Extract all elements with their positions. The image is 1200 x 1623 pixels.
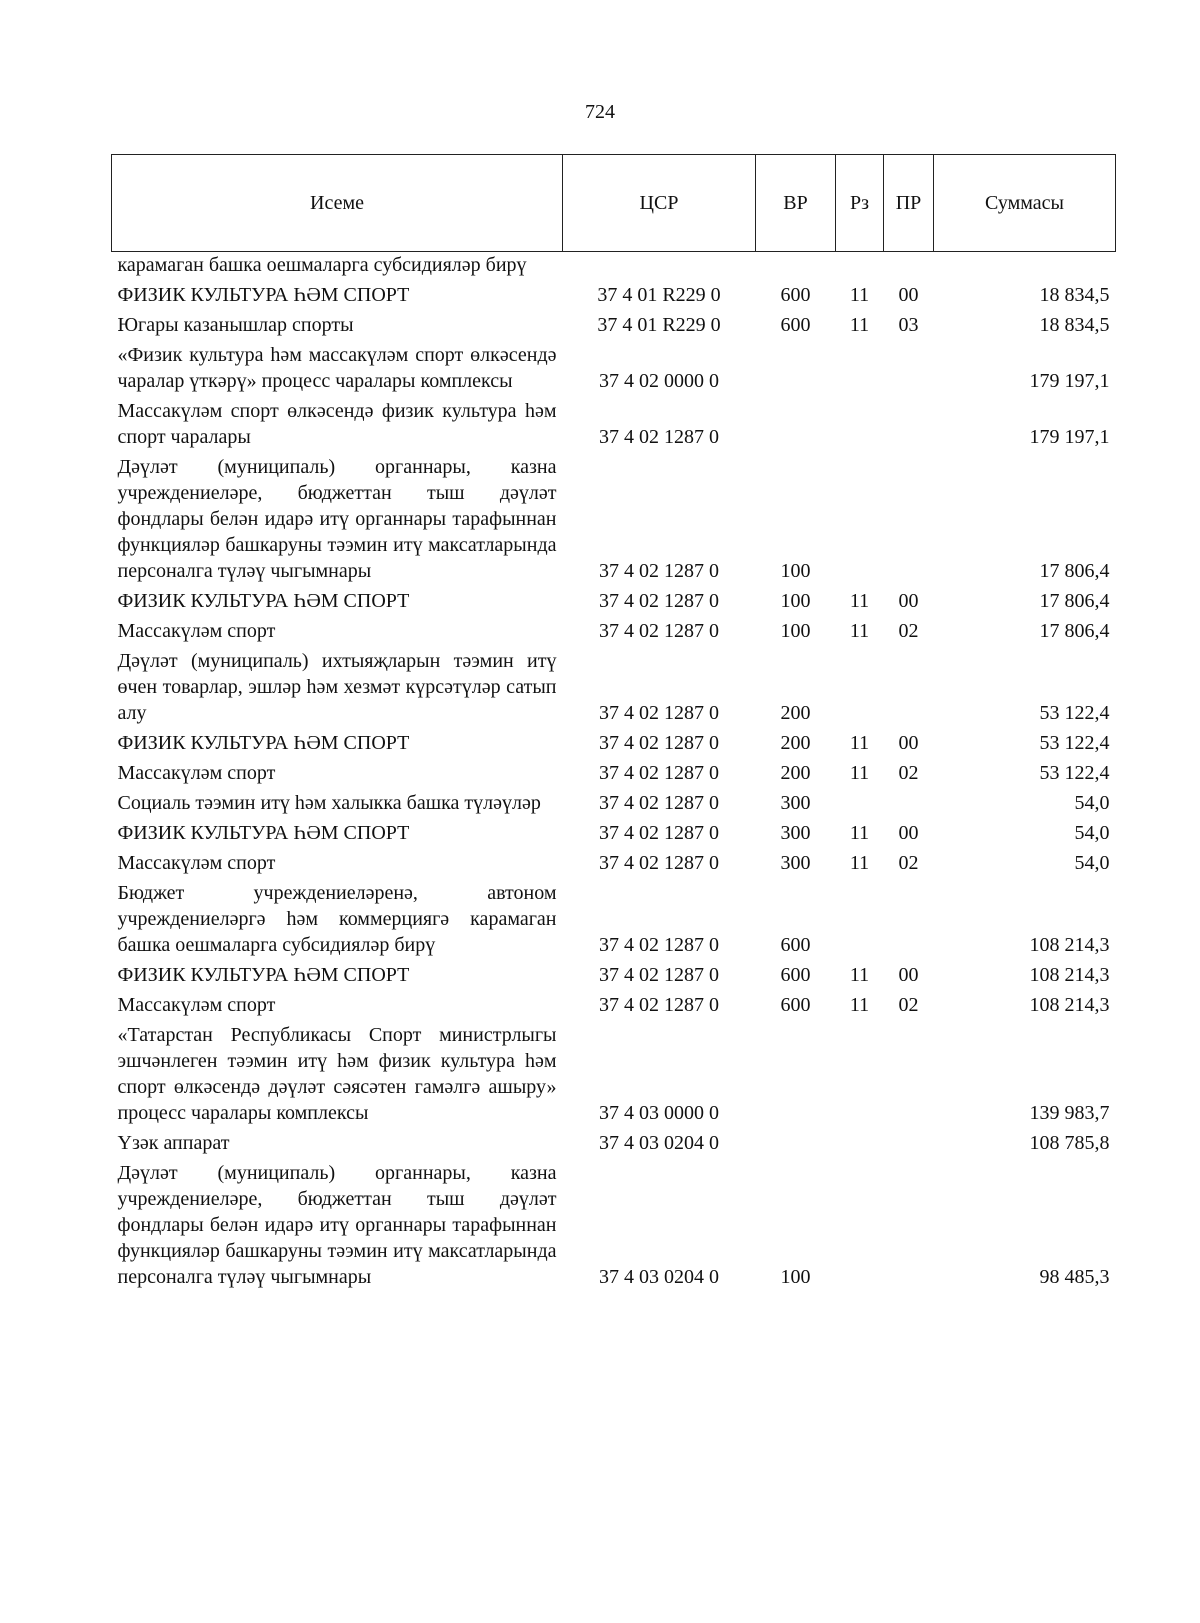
table-row (112, 818, 1116, 848)
table-body (112, 252, 1116, 1293)
cell-rz (836, 340, 884, 396)
cell-sum: 17 806,4 (1039, 590, 1110, 612)
cell-sum: 98 485,3 (1039, 1266, 1110, 1288)
cell-pr: 00 (898, 964, 919, 986)
cell-name: Массакүләм спорт (117, 762, 276, 784)
cell-name: ФИЗИК КУЛЬТУРА ҺӘМ СПОРТ (117, 732, 410, 754)
cell-sum: 108 214,3 (1029, 964, 1110, 986)
header-rz: Рз (836, 155, 884, 252)
cell-rz: 11 (849, 852, 870, 874)
cell-name: Дәүләт (муниципаль) ихтыяҗларын тәэмин итү өчен товарлар, эшләр һәм хезмәт күрсәтүләр сатып алу (117, 650, 557, 724)
header-sum: Суммасы (934, 155, 1116, 252)
table-row (112, 1158, 1116, 1292)
table-row (112, 878, 1116, 960)
header-row (112, 155, 1116, 252)
cell-csr: 37 4 02 1287 0 (599, 702, 719, 724)
cell-vr: 600 (780, 994, 811, 1016)
cell-csr: 37 4 03 0000 0 (599, 1102, 719, 1124)
cell-rz: 11 (849, 762, 870, 784)
cell-csr: 37 4 02 0000 0 (599, 370, 719, 392)
budget-table (111, 154, 1116, 1292)
cell-name: Югары казанышлар спорты (117, 314, 354, 336)
cell-csr: 37 4 03 0204 0 (599, 1266, 719, 1288)
cell-name: Дәүләт (муниципаль) органнары, казна учреждениеләре, бюджеттан тыш дәүләт фондлары белән идарә итү органнары тарафыннан функцияләр башкаруны тәэмин итү максатларында персоналга түләү чыгымнары (117, 1162, 557, 1288)
table-row (112, 990, 1116, 1020)
cell-sum: 17 806,4 (1039, 560, 1110, 582)
cell-vr: 600 (780, 314, 811, 336)
cell-rz (836, 878, 884, 960)
cell-csr: 37 4 02 1287 0 (599, 426, 719, 448)
cell-sum: 17 806,4 (1039, 620, 1110, 642)
table-row (112, 788, 1116, 818)
cell-pr (884, 252, 934, 281)
table-row (112, 310, 1116, 340)
cell-pr (884, 878, 934, 960)
cell-pr: 03 (898, 314, 919, 336)
cell-vr: 600 (780, 934, 811, 956)
cell-csr: 37 4 02 1287 0 (599, 852, 719, 874)
cell-vr (756, 252, 836, 281)
table-row (112, 1020, 1116, 1128)
cell-name: Дәүләт (муниципаль) органнары, казна учреждениеләре, бюджеттан тыш дәүләт фондлары белән идарә итү органнары тарафыннан функцияләр башкаруны тәэмин итү максатларында персоналга түләү чыгымнары (117, 456, 557, 582)
header-pr: ПР (884, 155, 934, 252)
cell-rz: 11 (849, 964, 870, 986)
cell-name: Үзәк аппарат (117, 1132, 230, 1154)
cell-sum: 179 197,1 (1029, 426, 1110, 448)
table-row (112, 340, 1116, 396)
header-csr: ЦСР (563, 155, 756, 252)
cell-vr: 100 (780, 620, 811, 642)
cell-csr: 37 4 02 1287 0 (599, 732, 719, 754)
cell-rz (836, 1128, 884, 1158)
cell-vr: 300 (780, 822, 811, 844)
cell-csr: 37 4 02 1287 0 (599, 590, 719, 612)
cell-vr: 100 (780, 590, 811, 612)
page-number: 724 (585, 101, 615, 123)
cell-vr: 300 (780, 792, 811, 814)
table-row (112, 252, 1116, 281)
cell-pr (884, 1128, 934, 1158)
header-vr: ВР (756, 155, 836, 252)
cell-sum: 179 197,1 (1029, 370, 1110, 392)
cell-sum: 108 785,8 (1029, 1132, 1110, 1154)
cell-sum (934, 252, 1116, 281)
table-row (112, 758, 1116, 788)
cell-vr: 100 (780, 560, 811, 582)
cell-rz (836, 646, 884, 728)
cell-rz (836, 1158, 884, 1292)
header-name: Исеме (112, 155, 563, 252)
cell-pr (884, 646, 934, 728)
cell-csr: 37 4 02 1287 0 (599, 994, 719, 1016)
cell-sum: 18 834,5 (1039, 284, 1110, 306)
cell-rz (836, 1020, 884, 1128)
cell-name: ФИЗИК КУЛЬТУРА ҺӘМ СПОРТ (117, 822, 410, 844)
cell-vr: 200 (780, 702, 811, 724)
table-row (112, 848, 1116, 878)
table-row (112, 960, 1116, 990)
cell-pr (884, 788, 934, 818)
cell-sum: 53 122,4 (1039, 762, 1110, 784)
cell-rz: 11 (849, 620, 870, 642)
cell-csr: 37 4 03 0204 0 (599, 1132, 719, 1154)
cell-csr: 37 4 02 1287 0 (599, 762, 719, 784)
cell-rz (836, 396, 884, 452)
cell-rz: 11 (849, 314, 870, 336)
cell-rz: 11 (849, 284, 870, 306)
cell-pr (884, 1158, 934, 1292)
table-row (112, 586, 1116, 616)
cell-pr: 00 (898, 822, 919, 844)
cell-vr: 200 (780, 762, 811, 784)
cell-rz (836, 788, 884, 818)
cell-vr: 100 (780, 1266, 811, 1288)
cell-name: Массакүләм спорт (117, 994, 276, 1016)
cell-csr: 37 4 02 1287 0 (599, 620, 719, 642)
cell-name: карамаган башка оешмаларга субсидияләр бирү (117, 254, 527, 276)
cell-sum: 108 214,3 (1029, 994, 1110, 1016)
table-row (112, 452, 1116, 586)
table-row (112, 396, 1116, 452)
cell-vr: 600 (780, 284, 811, 306)
cell-name: «Физик культура һәм массакүләм спорт өлкәсендә чаралар үткәрү» процесс чаралары комплексы (117, 344, 557, 392)
cell-pr: 02 (898, 762, 919, 784)
cell-rz (836, 452, 884, 586)
cell-name: Массакүләм спорт (117, 852, 276, 874)
cell-pr (884, 1020, 934, 1128)
cell-csr: 37 4 02 1287 0 (599, 822, 719, 844)
cell-csr (563, 252, 756, 281)
table-header (112, 155, 1116, 252)
cell-csr: 37 4 01 R229 0 (597, 284, 721, 306)
cell-pr: 00 (898, 732, 919, 754)
cell-name: Бюджет учреждениеләренә, автоном учреждениеләргә һәм коммерциягә карамаган башка оешмаларга субсидияләр бирү (117, 882, 557, 956)
cell-vr (756, 1128, 836, 1158)
cell-sum: 53 122,4 (1039, 732, 1110, 754)
cell-csr: 37 4 01 R229 0 (597, 314, 721, 336)
table-row (112, 646, 1116, 728)
cell-vr: 200 (780, 732, 811, 754)
table-row (112, 616, 1116, 646)
cell-rz: 11 (849, 590, 870, 612)
cell-name: Массакүләм спорт өлкәсендә физик культура һәм спорт чаралары (117, 400, 557, 448)
cell-rz: 11 (849, 822, 870, 844)
cell-pr: 02 (898, 852, 919, 874)
cell-name: ФИЗИК КУЛЬТУРА ҺӘМ СПОРТ (117, 964, 410, 986)
cell-csr: 37 4 02 1287 0 (599, 792, 719, 814)
table-row (112, 1128, 1116, 1158)
cell-vr (756, 396, 836, 452)
cell-name: ФИЗИК КУЛЬТУРА ҺӘМ СПОРТ (117, 284, 410, 306)
table-row (112, 280, 1116, 310)
cell-name: «Татарстан Республикасы Спорт министрлыгы эшчәнлеген тәэмин итү һәм физик культура һәм спорт өлкәсендә дәүләт сәясәтен гамәлгә ашыру» процесс чаралары комплексы (117, 1024, 557, 1124)
cell-sum: 54,0 (1074, 852, 1110, 874)
cell-vr: 600 (780, 964, 811, 986)
cell-vr (756, 1020, 836, 1128)
cell-pr (884, 340, 934, 396)
cell-pr: 02 (898, 994, 919, 1016)
cell-name: Социаль тәэмин итү һәм халыкка башка түләүләр (117, 792, 541, 814)
cell-pr: 00 (898, 284, 919, 306)
cell-pr: 00 (898, 590, 919, 612)
cell-rz (836, 252, 884, 281)
cell-sum: 54,0 (1074, 822, 1110, 844)
cell-name: ФИЗИК КУЛЬТУРА ҺӘМ СПОРТ (117, 590, 410, 612)
cell-name: Массакүләм спорт (117, 620, 276, 642)
cell-csr: 37 4 02 1287 0 (599, 964, 719, 986)
cell-vr: 300 (780, 852, 811, 874)
cell-sum: 139 983,7 (1029, 1102, 1110, 1124)
cell-csr: 37 4 02 1287 0 (599, 560, 719, 582)
cell-vr (756, 340, 836, 396)
cell-sum: 54,0 (1074, 792, 1110, 814)
cell-sum: 53 122,4 (1039, 702, 1110, 724)
table-row (112, 728, 1116, 758)
cell-rz: 11 (849, 994, 870, 1016)
cell-csr: 37 4 02 1287 0 (599, 934, 719, 956)
cell-rz: 11 (849, 732, 870, 754)
cell-pr: 02 (898, 620, 919, 642)
cell-pr (884, 396, 934, 452)
cell-pr (884, 452, 934, 586)
cell-sum: 18 834,5 (1039, 314, 1110, 336)
cell-sum: 108 214,3 (1029, 934, 1110, 956)
